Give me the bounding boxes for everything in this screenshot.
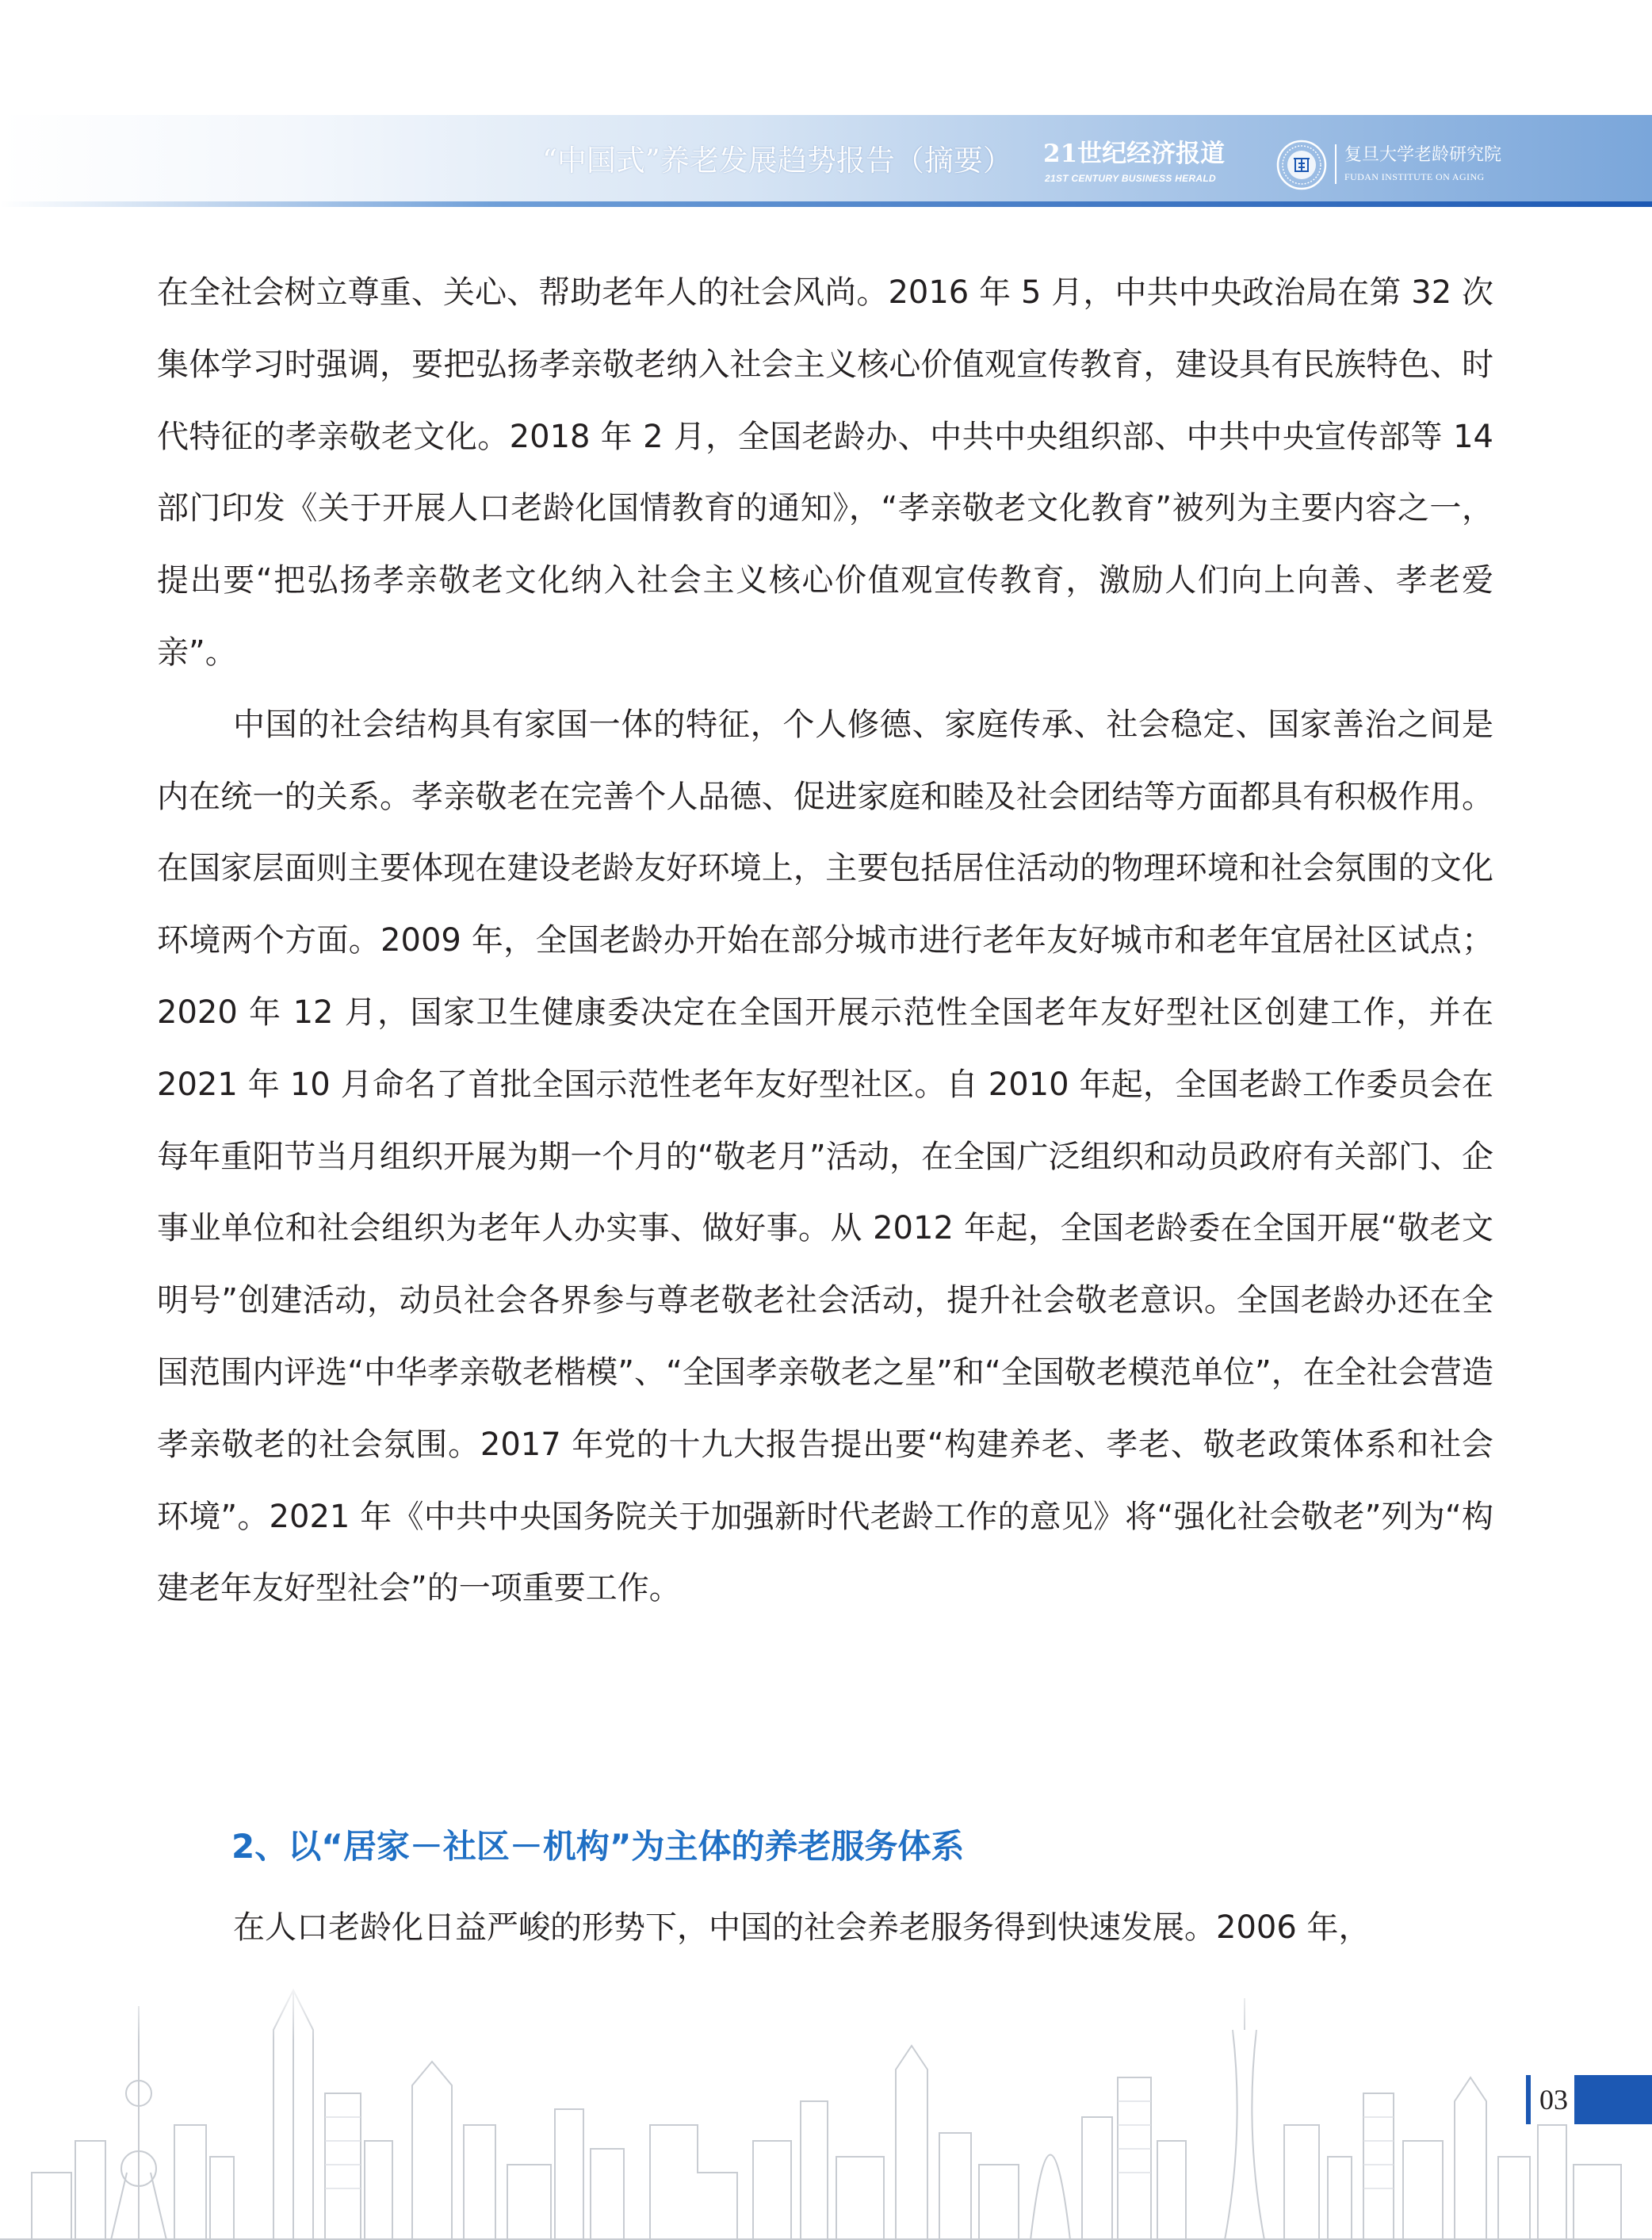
city-skyline-illustration xyxy=(0,1974,1652,2240)
paragraph-3: 在人口老龄化日益严峻的形势下，中国的社会养老服务得到快速发展。2006 年， xyxy=(233,1909,1371,1946)
institute-divider xyxy=(1335,144,1337,184)
paragraph-2: 中国的社会结构具有家国一体的特征，个人修德、家庭传承、社会稳定、国家善治之间是内在统一的关系。孝亲敬老在完善个人品德、促进家庭和睦及社会团结等方面都具有积极作用。在国家层面则主要体现在建设老龄友好环境上，主要包括居住活动的物理环境和社会氛围的文化环境两个方面。2009 年，全国老龄办开始在部分城市进行老年友好城市和老年宜居社区试点；2020 年 12 月，国家卫生健康委决定在全国开展示范性全国老年友好型社区创建工作，并在 2021 年 10 月命名了首批全国示范性老年友好型社区。自 2010 年起，全国老龄工作委员会在每年重阳节当月组织开展为期一个月的“敬老月”活动，在全国广泛组织和动员政府有关部门、企事业单位和社会组织为老年人办实事、做好事。从 2012 年起，全国老龄委在全国开展“敬老文明号”创建活动，动员社会各界参与尊老敬老社会活动，提升社会敬老意识。全国老龄办还在全国范围内评选“中华孝亲敬老楷模”、“全国孝亲敬老之星”和“全国敬老模范单位”，在全社会营造孝亲敬老的社会氛围。2017 年党的十九大报告提出要“构建养老、孝老、敬老政策体系和社会环境”。2021 年《中共中央国务院关于加强新时代老龄工作的意见》将“强化社会敬老”列为“构建老年友好型社会”的一项重要工作。 xyxy=(157,706,1493,1607)
brand-logo-21st-century xyxy=(1043,138,1241,190)
page-number-bar xyxy=(1526,2075,1531,2124)
body-text xyxy=(157,257,1493,1625)
page-tab xyxy=(1574,2075,1652,2124)
section-body xyxy=(157,1892,1493,1964)
section-heading: 2、以“居家－社区－机构”为主体的养老服务体系 xyxy=(231,1827,965,1866)
fudan-seal-icon xyxy=(1276,140,1327,190)
report-title: “中国式”养老发展趋势报告（摘要） xyxy=(542,144,1012,178)
brand-name-cn: 21世纪经济报道 xyxy=(1043,140,1226,168)
brand-name-en: 21ST CENTURY BUSINESS HERALD xyxy=(1045,173,1216,184)
paragraph-1: 在全社会树立尊重、关心、帮助老年人的社会风尚。2016 年 5 月，中共中央政治局在第 32 次集体学习时强调，要把弘扬孝亲敬老纳入社会主义核心价值观宣传教育，建设具有民族特色、时代特征的孝亲敬老文化。2018 年 2 月，全国老龄办、中共中央组织部、中共中央宣传部等 14 部门印发《关于开展人口老龄化国情教育的通知》，“孝亲敬老文化教育”被列为主要内容之一，提出要“把弘扬孝亲敬老文化纳入社会主义核心价值观宣传教育，激励人们向上向善、孝老爱亲”。 xyxy=(157,274,1493,671)
institute-name-en: FUDAN INSTITUTE ON AGING xyxy=(1344,171,1485,182)
page-number: 03 xyxy=(1539,2084,1568,2116)
header-rule xyxy=(0,201,1652,207)
institute-name-cn: 复旦大学老龄研究院 xyxy=(1344,145,1502,165)
